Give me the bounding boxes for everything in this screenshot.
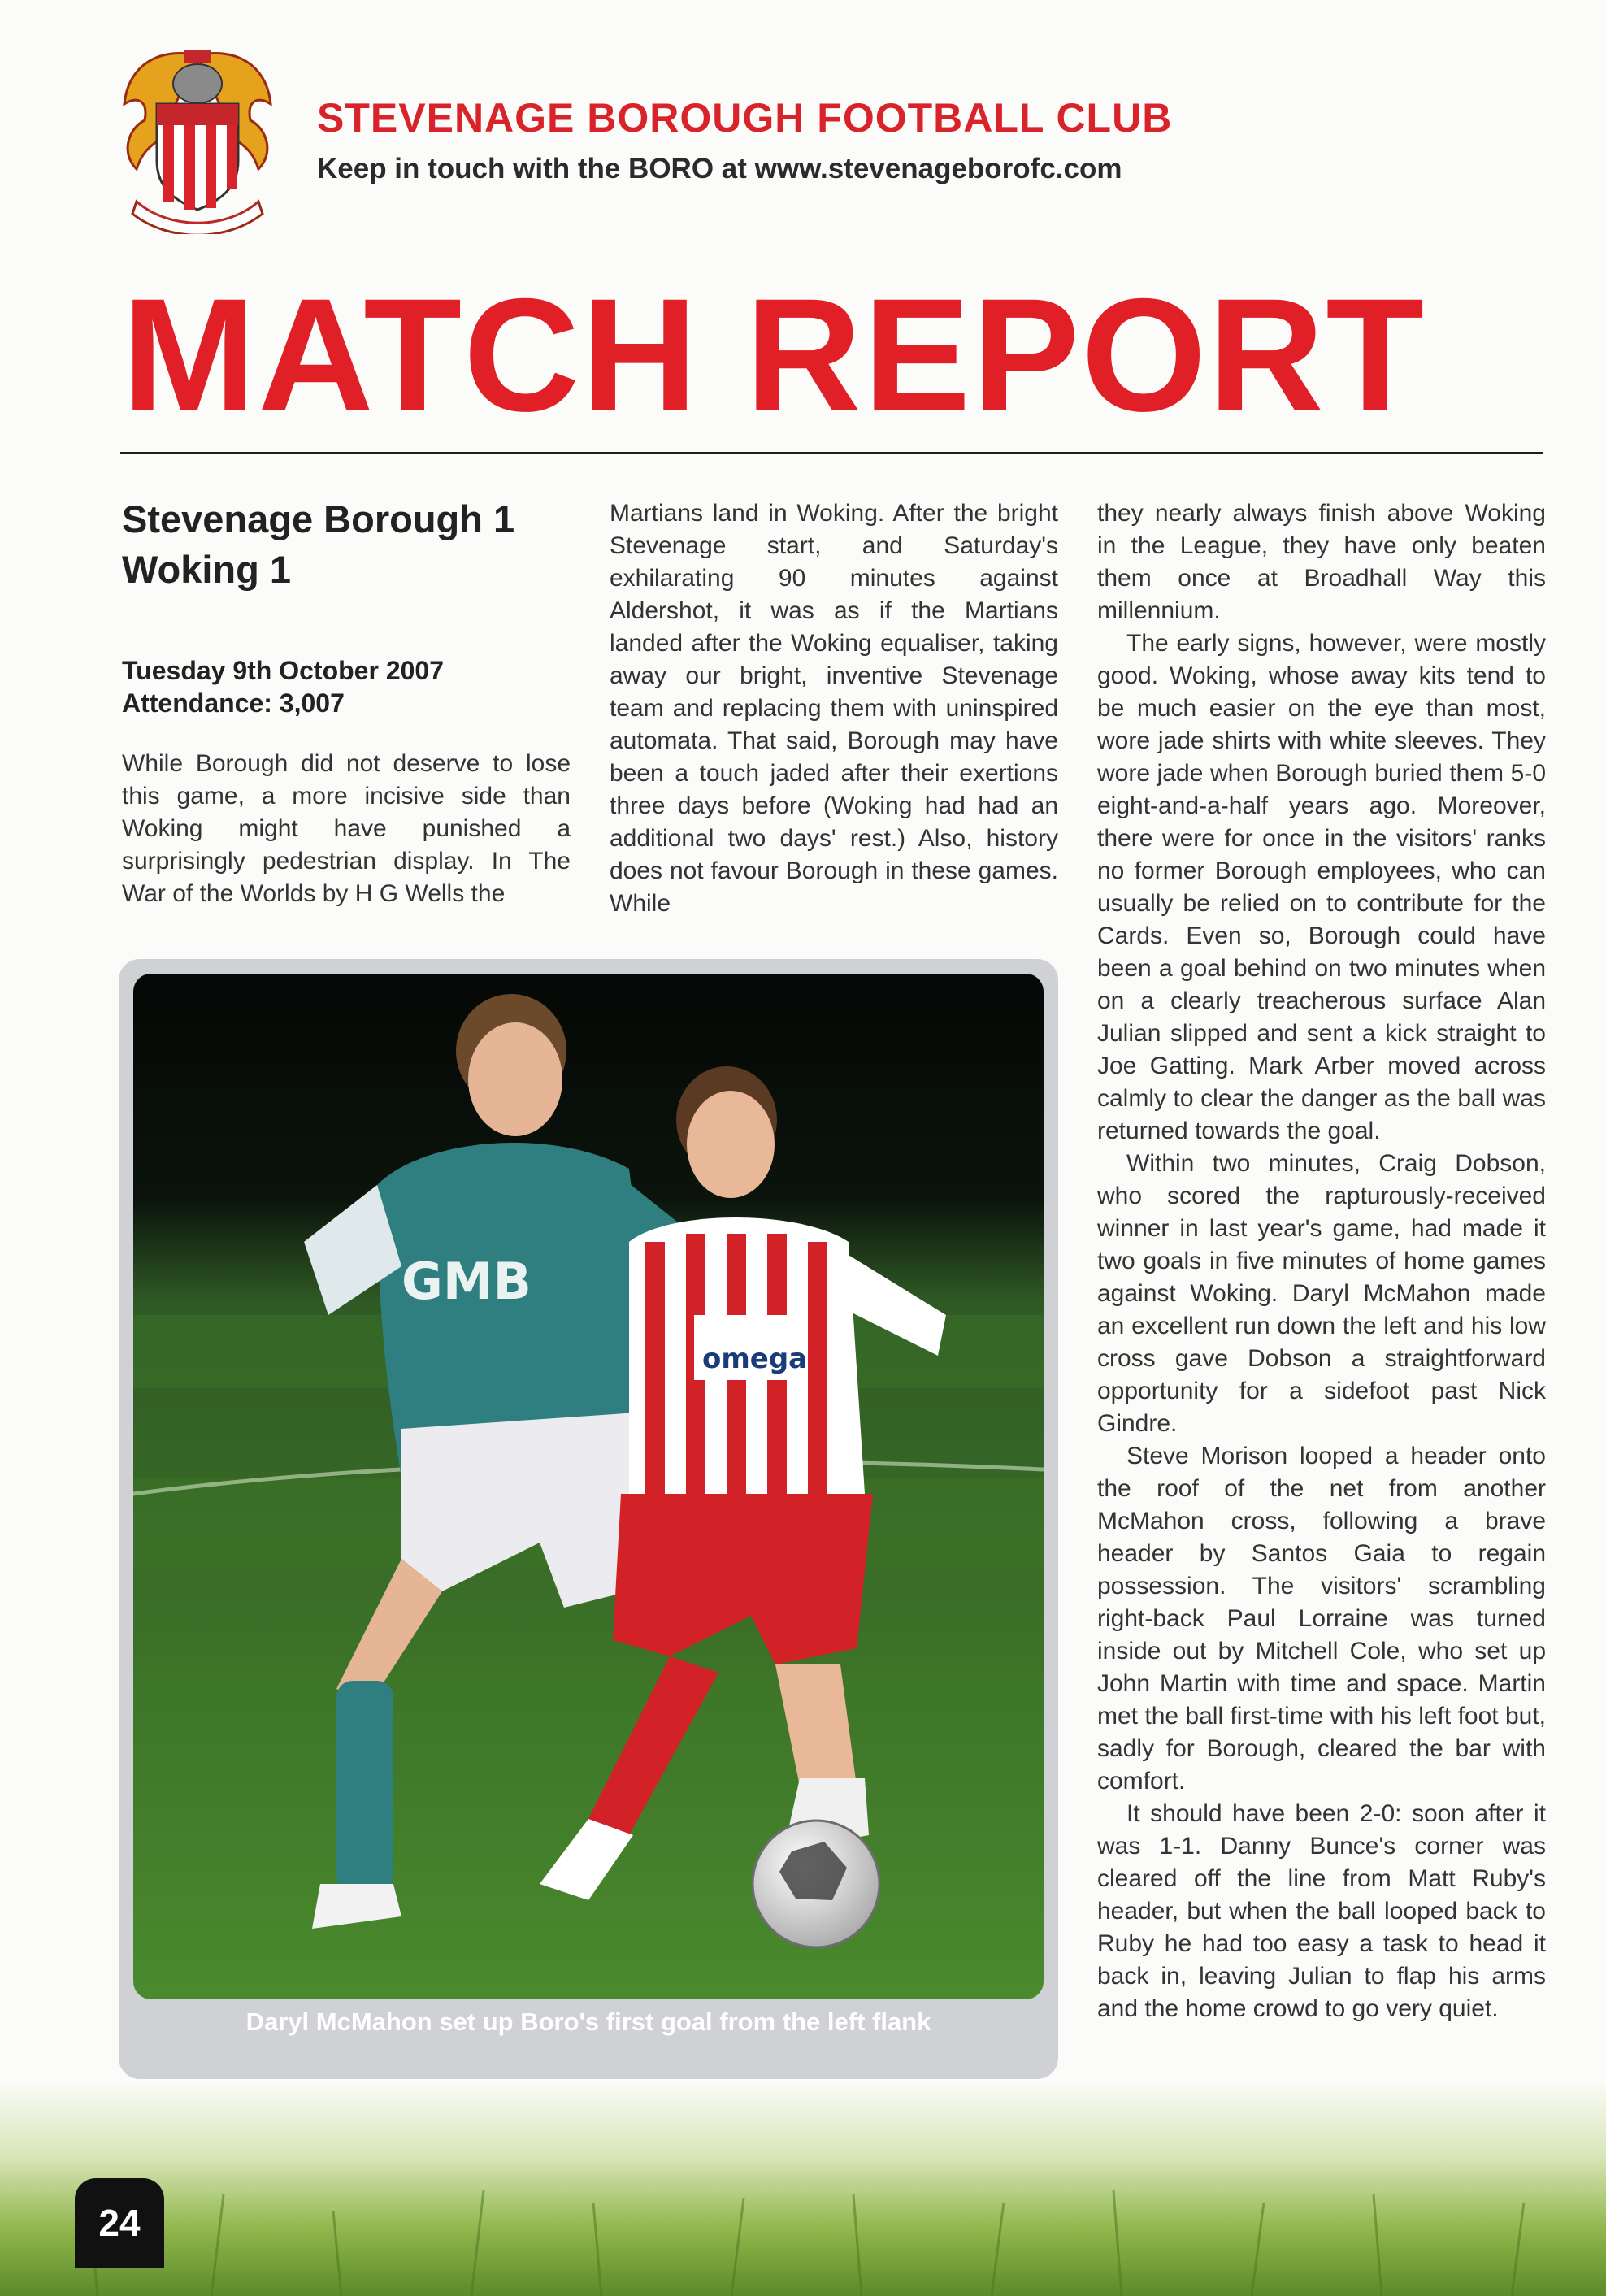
article-paragraph: It should have been 2-0: soon after it was 1-1. Danny Bunce's corner was cleared off the line from Matt Ruby's header, but when the ball looped back to Ruby he had too easy a task to head it back in, leaving Julian to flap his arms and the home crowd to go very quiet.	[1097, 1800, 1546, 2022]
article-column-3	[1097, 497, 1546, 2025]
club-name: STEVENAGE BOROUGH FOOTBALL CLUB	[317, 95, 1173, 141]
result-away: Woking 1	[122, 548, 292, 591]
match-date: Tuesday 9th October 2007	[122, 656, 444, 685]
match-result	[122, 494, 577, 595]
page-headline: MATCH REPORT	[122, 265, 1426, 445]
photo-panel	[119, 959, 1058, 2079]
woking-sponsor: GMB	[402, 1252, 532, 1311]
article-column-2	[610, 497, 1058, 920]
result-home: Stevenage Borough 1	[122, 497, 515, 540]
article-paragraph: Steve Morison looped a header onto the roof of the net from another McMahon cross, following a brave header by Santos Gaia to regain possession. The visitors' scrambling right-back Paul Lorraine was turned inside out by Mitchell Cole, who set up John Martin with time and space. Martin met the ball first-time with his left foot but, sadly for Borough, cleared the bar with comfort.	[1097, 1443, 1546, 1795]
article-paragraph: Martians land in Woking. After the bright Stevenage start, and Saturday's exhilarating 90 minutes against Aldershot, it was as if the Martians landed after the Woking equaliser, taking away our bright, inventive Stevenage team and replacing them with uninspired automata. That said, Borough may have been a touch jaded after their exertions three days before (Woking had had an additional two days' rest.) Also, history does not favour Borough in these games. While	[610, 500, 1058, 917]
article-paragraph: The early signs, however, were mostly good. Woking, whose away kits tend to be much easier on the eye than most, wore jade shirts with white sleeves. They wore jade when Borough buried them 5-0 eight-and-a-half years ago. Moreover, there were for once in the visitors' ranks no former Borough employees, who can usually be relied on to contribute for the Cards. Even so, Borough could have been a goal behind on two minutes when on a clearly treacherous surface Alan Julian slipped and sent a kick straight to Joe Gatting. Mark Arber moved across calmly to clear the danger as the ball was returned towards the goal.	[1097, 630, 1546, 1144]
match-attendance: Attendance: 3,007	[122, 688, 345, 718]
article-column-1	[122, 748, 571, 910]
page-number: 24	[75, 2178, 164, 2268]
headline-divider	[120, 452, 1543, 454]
football	[753, 1821, 879, 1947]
article-paragraph: Within two minutes, Craig Dobson, who scored the rapturously-received winner in last year's game, had made it two goals in five minutes of home games against Woking. Daryl McMahon made an excellent run down the left and his low cross gave Dobson a straightforward opportunity for a sidefoot past Nick Gindre.	[1097, 1150, 1546, 1437]
article-paragraph: While Borough did not deserve to lose this game, a more incisive side than Woking might have punished a surprisingly pedestrian display. In The War of the Worlds by H G Wells the	[122, 750, 571, 907]
club-tagline: Keep in touch with the BORO at www.stevenageborofc.com	[317, 153, 1122, 184]
article-paragraph: they nearly always finish above Woking in the League, they have only beaten them once at Broadhall Way this millennium.	[1097, 500, 1546, 624]
photo-caption: Daryl McMahon set up Boro's first goal from the left flank	[245, 2007, 931, 2036]
grass-footer-decoration	[0, 2081, 1606, 2296]
stevenage-sponsor: omega	[702, 1343, 808, 1375]
match-meta	[122, 654, 577, 719]
match-photo	[133, 974, 1044, 1999]
club-crest-logo	[112, 39, 283, 234]
